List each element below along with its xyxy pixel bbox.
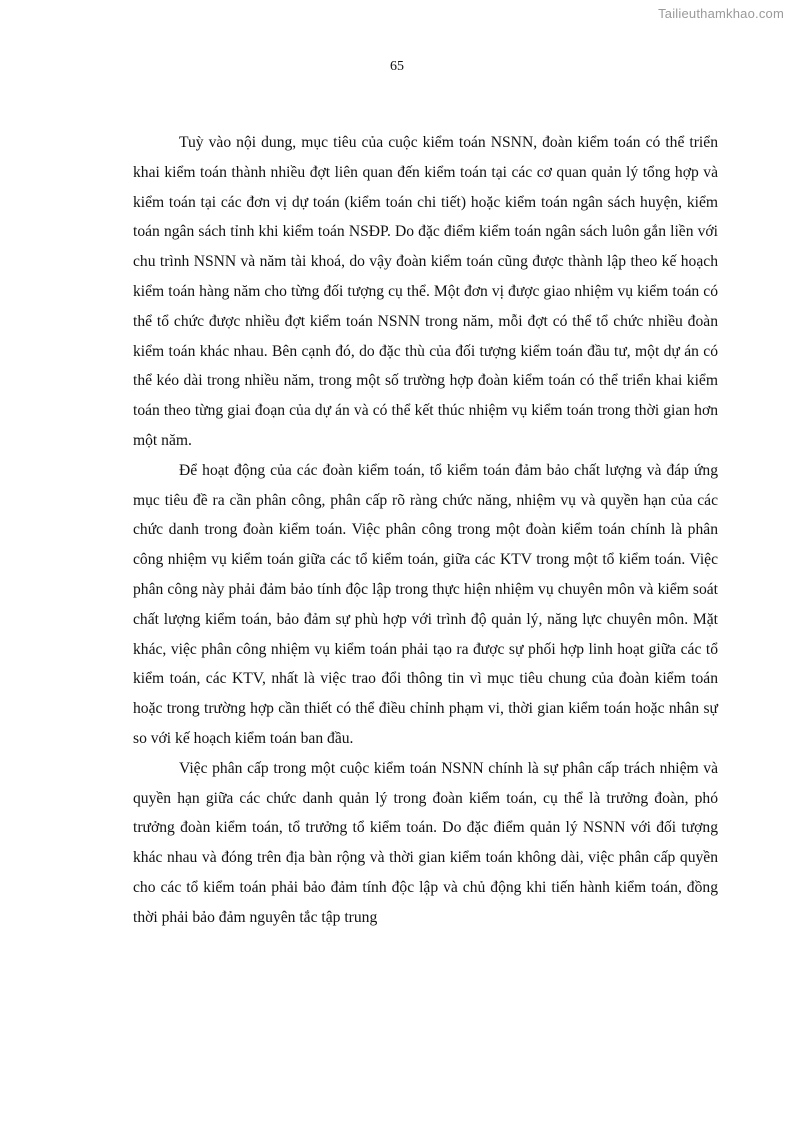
paragraph-2: Để hoạt động của các đoàn kiểm toán, tổ kiểm toán đảm bảo chất lượng và đáp ứng mục tiêu đề ra cần phân công, phân cấp rõ ràng chức năng, nhiệm vụ và quyền hạn của các chức danh trong đoàn kiểm toán. Việc phân công trong một đoàn kiểm toán chính là phân công nhiệm vụ kiểm toán giữa các tổ kiểm toán, giữa các KTV trong một tổ kiểm toán. Việc phân công này phải đảm bảo tính độc lập trong thực hiện nhiệm vụ chuyên môn và kiểm soát chất lượng kiểm toán, bảo đảm sự phù hợp với trình độ quản lý, năng lực chuyên môn. Mặt khác, việc phân công nhiệm vụ kiểm toán phải tạo ra được sự phối hợp linh hoạt giữa các tổ kiểm toán, các KTV, nhất là việc trao đổi thông tin vì mục tiêu chung của đoàn kiểm toán hoặc trong trường hợp cần thiết có thể điều chỉnh phạm vi, thời gian kiểm toán hoặc nhân sự so với kế hoạch kiểm toán ban đầu.	[133, 461, 718, 747]
paragraph-3: Việc phân cấp trong một cuộc kiểm toán NSNN chính là sự phân cấp trách nhiệm và quyền hạn giữa các chức danh quản lý trong đoàn kiểm toán, cụ thể là trưởng đoàn, phó trưởng đoàn kiểm toán, tổ trưởng tổ kiểm toán. Do đặc điểm quản lý NSNN với đối tượng khác nhau và đóng trên địa bàn rộng và thời gian kiểm toán không dài, việc phân cấp quyền cho các tổ kiểm toán phải bảo đảm tính độc lập và chủ động khi tiến hành kiểm toán, đồng thời phải bảo đảm nguyên tắc tập trung	[133, 759, 718, 926]
paragraph-1: Tuỳ vào nội dung, mục tiêu của cuộc kiểm toán NSNN, đoàn kiểm toán có thể triển khai kiểm toán thành nhiều đợt liên quan đến kiểm toán tại các cơ quan quản lý tổng hợp và kiểm toán tại các đơn vị dự toán (kiểm toán chi tiết) hoặc kiểm toán ngân sách huyện, kiểm toán ngân sách tỉnh khi kiểm toán NSĐP. Do đặc điểm kiểm toán ngân sách luôn gắn liền với chu trình NSNN và năm tài khoá, do vậy đoàn kiểm toán cũng được thành lập theo kế hoạch kiểm toán hàng năm cho từng đối tượng cụ thể. Một đơn vị được giao nhiệm vụ kiểm toán có thể tổ chức được nhiều đợt kiểm toán NSNN trong năm, mỗi đợt có thể tổ chức nhiều đoàn kiểm toán khác nhau. Bên cạnh đó, do đặc thù của đối tượng kiểm toán đầu tư, một dự án có thể kéo dài trong nhiều năm, trong một số trường hợp đoàn kiểm toán có thể triển khai kiểm toán theo từng giai đoạn của dự án và có thể kết thúc nhiệm vụ kiểm toán trong thời gian hơn một năm.	[133, 134, 718, 449]
watermark: Tailieuthamkhao.com	[658, 6, 784, 21]
body-text	[133, 128, 718, 933]
page-number: 65	[390, 59, 404, 74]
